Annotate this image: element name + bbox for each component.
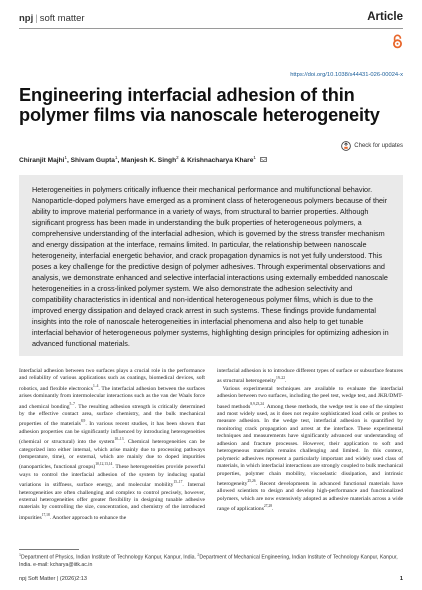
check-updates-icon	[341, 141, 351, 151]
citation-ref[interactable]: 25,26	[247, 479, 256, 484]
footnote-divider	[19, 549, 79, 550]
open-access-icon[interactable]	[392, 34, 403, 49]
body-text: Interfacial adhesion between two surfaces plays a crucial role in the performance and reliability of various applications such as coatings, biomedical devices, soft robotics, and flexible electronics	[19, 368, 205, 392]
body-text: interfacial adhesion is to introduce different types of surface or subsurface features as structural heterogeneity	[217, 368, 403, 385]
citation-ref[interactable]: 8,9,23,24	[250, 401, 264, 406]
body-text: .	[285, 378, 287, 385]
journal-title: soft matter	[39, 13, 85, 24]
header-divider	[19, 28, 403, 29]
article-type-label: Article	[367, 11, 403, 23]
journal-name[interactable]	[19, 13, 85, 24]
footer-citation: npj Soft Matter | (2026)2:13	[19, 576, 87, 582]
affiliation-text: Department of Mechanical Engineering, Indian Institute of Technology Kanpur, Kanpur, India.	[19, 554, 398, 568]
author-name[interactable]: Krishnacharya Khare	[187, 157, 254, 165]
abstract-text: Heterogeneities in polymers critically influence their mechanical performance and multifunctional behavior. Nanoparticle-doped polymers have emerged as a prominent class of heterogeneous polymers because of their ability to improve material performance in a variety of ways, from structural to barrier properties. Although significant progress has been made in understanding the bulk properties of heterogeneous polymers, a comprehensive understanding of the interfacial adhesion, which is governed by the stress transfer mechanism and energy dissipation at the interface, remains limited. In particular, the relationship between nanoscale heterogeneity, interfacial energetic behavior, and crack propagation dynamics is not yet fully understood. This poses a key challenge for the predictive design of polymer adhesives. Through experimental observations and analysis, we demonstrate enhanced and selective interfacial interactions using externally embedded nanoscale heterogeneities in a cross-linked polymer system. We also demonstrate the adhesion selectivity and compatibility characteristics in identical and non-identical heterogeneous polymer films, which is due to the improved energy dissipation and delayed crack arrest in such systems. These findings provide fundamental insights into the role of nanoscale heterogeneities in interfacial phenomena and also help to get tunable interfacial behavior of heterogeneous polymer systems, highlighting design principles for optimizing adhesion in advanced functional materials.	[32, 185, 389, 348]
check-for-updates-button[interactable]	[341, 141, 403, 151]
body-text: . Another approach to enhance the	[49, 514, 127, 521]
affiliation-marker: 1	[114, 155, 118, 160]
affiliation-marker: 2	[176, 155, 179, 160]
body-text: . The resulting adhesion strength is critically determined by the effective contact area, surface chemistry, and the bulk mechanical properties of the materials	[19, 403, 205, 428]
citation-ref[interactable]: 10–13	[114, 437, 124, 442]
affiliation-marker: 2	[197, 553, 200, 557]
citation-ref[interactable]: 10,12,13,14	[95, 462, 113, 467]
affiliations	[19, 552, 403, 568]
check-updates-label: Check for updates	[354, 143, 403, 149]
author-name[interactable]: Manjesh K. Singh	[121, 157, 177, 165]
author-name[interactable]: Chiranjit Majhi	[19, 157, 65, 165]
affiliation-marker: 1	[64, 155, 67, 160]
citation-ref[interactable]: 1–4	[92, 383, 99, 388]
page-footer	[19, 576, 403, 582]
body-text: . Chemical heterogeneities can be categorized into either internal, which arise mainly due to processing pathways (temperature, time), or external, which are mainly due to doped impurities (nanoparticles, functional groups)	[19, 439, 205, 471]
doi-link[interactable]: https://doi.org/10.1038/s44431-026-00024-x	[290, 72, 403, 78]
body-column-left	[19, 368, 205, 522]
citation-ref[interactable]: 27,28	[263, 504, 273, 509]
body-text: . In various recent studies, it has been shown that adhesion properties can be significantly influenced by introducing heterogeneities (chemical or structural) into the system	[19, 421, 205, 446]
author-list: Chiranjit Majhi$^1$, Shivam Gupta$^1$, Manjesh K. Singh$^2$ & Krishnacharya Khare$^1$	[19, 155, 267, 164]
body-text: .	[272, 506, 274, 513]
journal-separator: |	[35, 13, 38, 24]
author-name[interactable]: Shivam Gupta	[70, 157, 115, 165]
abstract-box	[19, 175, 403, 356]
body-text: . These heterogeneities provide powerful ways to control the interfacial adhesion of the system by inducing spatial variations in stiffness, surface energy, and molecular mobility	[19, 464, 205, 489]
body-text: Various experimental techniques are available to evaluate the interfacial adhesion between two surfaces, including the peel test, wedge test, and JKR/DMT-based methods	[217, 385, 403, 410]
author-conjunction: &	[180, 157, 186, 165]
body-text: . Internal heterogeneities are often challenging and complex to control precisely, however, external heterogeneities offer greater flexibility in designing tunable adhesive materials by controlling the size, concentration, and chemistry of the introduced impurities	[19, 482, 205, 521]
body-column-right	[217, 368, 403, 514]
affiliation-marker: 1	[253, 155, 256, 160]
citation-ref[interactable]: 8,9	[80, 419, 86, 424]
citation-ref[interactable]: 19–22	[276, 376, 286, 381]
article-title: Engineering interfacial adhesion of thin polymer films via nanoscale heterogeneity	[19, 85, 380, 125]
body-text: . Recent developments in advanced functional materials have allowed scientists to design and develop high-performance and functionalized polymers, which are now extensively adopted as adhesive materials across a wide range of applications	[217, 480, 403, 513]
citation-ref[interactable]: 17,18	[41, 512, 50, 517]
page-number: 1	[399, 576, 403, 582]
article-body	[19, 368, 403, 528]
affiliation-text: Department of Physics, Indian Institute of Technology Kanpur, Kanpur, India.	[21, 554, 196, 561]
citation-ref[interactable]: 5–7	[69, 401, 75, 406]
affiliation-marker: 1	[19, 553, 21, 557]
email-icon[interactable]	[260, 157, 267, 162]
corresponding-email[interactable]: e-mail: kcharya@iitk.ac.in	[33, 561, 93, 568]
journal-brand: npj	[19, 13, 34, 24]
citation-ref[interactable]: 15–17	[173, 480, 183, 485]
body-text: . Among these methods, the wedge test is one of the simplest and most widely used, as it does not require sophisticated load cells or probes to measure adhesion. In the wedge test, interfacial adhesion is quantified by monitoring crack propagation and arrest at the interface. These experimental techniques and measurements have significantly advanced our understanding of adhesion and fracture processes. However, their application to soft and heterogeneous materials remains challenging and limited. In this context, polymeric adhesives represent a particularly important and widely used class of materials, in which interfacial interactions are strongly coupled to bulk mechanical properties, polymer chain mobility, viscoelastic dissipation, and intrinsic heterogeneity	[217, 403, 404, 487]
body-text: . The interfacial adhesion between the surfaces arises dominantly from intermolecular interactions such as the van der Waals force and chemical bonding	[19, 385, 205, 410]
